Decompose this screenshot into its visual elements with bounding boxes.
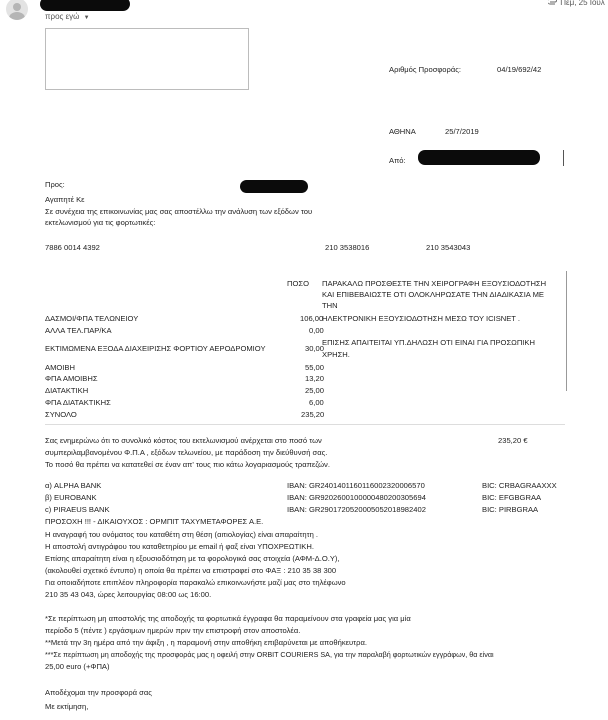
cost-value-other: 0,00 — [309, 326, 324, 335]
paperclip-icon — [548, 0, 558, 6]
cost-label-fee-vat: ΦΠΑ ΑΜΟΙΒΗΣ — [45, 374, 98, 383]
phone-2: 210 3543043 — [426, 243, 471, 252]
footnote-3: **Μετά την 3η ημέρα από την άφιξη , η παραμονή στην αποθήκη επιβαρύνεται με αποθήκευτρα. — [45, 638, 367, 647]
intro-line-1: Σε συνέχεια της επικοινωνίας μας σας αποστέλλω την ανάλυση των εξόδων του — [45, 207, 313, 216]
redacted-recipient — [240, 180, 308, 193]
payment-amount: 235,20 € — [498, 436, 528, 445]
attention-line-1: Η αναγραφή του ονόματος του καταθέτη στη θέση (αιτιολογίας) είναι απαραίτητη . — [45, 530, 319, 539]
table-divider — [45, 424, 565, 425]
cost-value-order-vat: 6,00 — [309, 398, 324, 407]
redacted-from — [418, 150, 540, 165]
offer-date: 25/7/2019 — [445, 127, 479, 136]
accept-offer: Αποδέχομαι την προσφορά σας — [45, 688, 152, 697]
cost-value-fee-vat: 13,20 — [305, 374, 325, 383]
note-1b: ΚΑΙ ΕΠΙΒΕΒΑΙΩΣΤΕ ΟΤΙ ΟΛΟΚΛΗΡΩΣΑΤΕ ΤΗΝ ΔΙΑΔΙΚΑΣΙΑ ΜΕ — [322, 290, 544, 299]
attention-title: ΠΡΟΣΟΧΗ !!! - ΔΙΚΑΙΟΥΧΟΣ : ΟΡΜΠΙΤ ΤΑΧΥΜΕΤΑΦΟΡΕΣ Α.Ε. — [45, 517, 264, 526]
text-cursor — [563, 150, 564, 166]
bank-name-piraeus: c) PIRAEUS BANK — [45, 505, 110, 514]
caret-down-icon[interactable]: ▼ — [83, 15, 90, 21]
note-1c: ΤΗΝ — [322, 301, 338, 310]
cost-label-duties: ΔΑΣΜΟΙ/ΦΠΑ ΤΕΛΩΝΕΙΟΥ — [45, 314, 139, 323]
recipient-label: προς εγώ — [45, 12, 80, 21]
cost-label-fee: ΑΜΟΙΒΗ — [45, 363, 75, 372]
cost-label-handling: ΕΚΤΙΜΩΜΕΝΑ ΕΞΟΔΑ ΔΙΑΧΕΙΡΙΣΗΣ ΦΟΡΤΙΟΥ ΑΕΡΟΔΡΟΜΙΟΥ — [45, 344, 266, 353]
cost-value-total: 235,20 — [301, 410, 325, 419]
attention-line-3: Επίσης απαραίτητη είναι η εξουσιοδότηση με τα φορολογικά σας στοιχεία (ΑΦΜ-Δ.Ο.Υ), — [45, 554, 340, 563]
offer-city: ΑΘΗΝΑ — [389, 127, 416, 136]
greeting: Αγαπητέ Κε — [45, 195, 85, 204]
email-date-text: Πεμ, 25 Ιουλ — [560, 0, 605, 7]
bank-iban-alpha: IBAN: GR2401401160116002320006570 — [287, 481, 425, 490]
offer-number-value: 04/19/692/42 — [497, 65, 542, 74]
recipient-line[interactable] — [45, 12, 90, 21]
offer-number-label: Αριθμός Προσφοράς: — [389, 65, 462, 74]
note-2b: ΧΡΗΣΗ. — [322, 350, 350, 359]
note-2a: ΕΠΙΣΗΣ ΑΠΑΙΤΕΙΤΑΙ ΥΠ.ΔΗΛΩΣΗ ΟΤΙ ΕΙΝΑΙ ΓΙΑ ΠΡΟΣΩΠΙΚΗ — [322, 338, 535, 347]
payment-line-2: συμπεριλαμβανομένου Φ.Π.Α , εξόδων τελωνείου, με παράδοση την διεύθυνσή σας. — [45, 448, 328, 457]
amount-header: ΠΟΣΟ — [287, 279, 309, 288]
attention-line-4: (ακολουθεί σχετικό έντυπο) η οποία θα πρέπει να επιστραφεί στο ΦΑΞ : 210 35 38 300 — [45, 566, 337, 575]
cost-label-other: ΑΛΛΑ ΤΕΛ.ΠΑΡ/ΚΑ — [45, 326, 112, 335]
note-1a: ΠΑΡΑΚΑΛΩ ΠΡΟΣΘΕΣΤΕ ΤΗΝ ΧΕΙΡΟΓΡΑΦΗ ΕΞΟΥΣΙΟΔΟΤΗΣΗ — [322, 279, 547, 288]
attention-line-6: 210 35 43 043, ώρες λειτουργίας 08:00 ως 16:00. — [45, 590, 212, 599]
cost-value-duties: 106,00 — [300, 314, 324, 323]
bank-iban-eurobank: IBAN: GR9202600100000480200305694 — [287, 493, 426, 502]
payment-line-1: Σας ενημερώνω ότι το συνολικό κόστος του εκτελωνισμού ανέρχεται στο ποσό των — [45, 436, 322, 445]
table-border — [566, 271, 567, 391]
bank-iban-piraeus: IBAN: GR2901720520005052018982402 — [287, 505, 426, 514]
to-label: Προς: — [45, 180, 65, 189]
bank-bic-alpha: BIC: CRBAGRAAXXX — [482, 481, 557, 490]
cost-label-order: ΔΙΑΤΑΚΤΙΚΗ — [45, 386, 89, 395]
footnote-5: 25,00 euro (+ΦΠΑ) — [45, 662, 110, 671]
footnote-1: *Σε περίπτωση μη αποστολής της αποδοχής τα φορτωτικά έγγραφα θα παραμείνουν στα γραφεία μας για μία — [45, 614, 411, 623]
regards: Με εκτίμηση, — [45, 702, 89, 711]
avatar — [6, 0, 28, 20]
logo-placeholder — [45, 28, 249, 90]
bank-name-eurobank: β) EUROBANK — [45, 493, 97, 502]
cost-label-total: ΣΥΝΟΛΟ — [45, 410, 77, 419]
attention-line-2: Η αποστολή αντιγράφου του καταθετηρίου με email ή φαξ είναι ΥΠΟΧΡΕΩΤΙΚΗ. — [45, 542, 314, 551]
payment-line-3: Το ποσό θα πρέπει να κατατεθεί σε έναν απ' τους πιο κάτω λογαριασμούς τραπεζών. — [45, 460, 330, 469]
awb-number: 7886 0014 4392 — [45, 243, 100, 252]
cost-value-order: 25,00 — [305, 386, 325, 395]
intro-line-2: εκτελωνισμού για τις φορτωτικές: — [45, 218, 156, 227]
cost-value-handling: 30,00 — [305, 344, 325, 353]
note-1d: ΗΛΕΚΤΡΟΝΙΚΗ ΕΞΟΥΣΙΟΔΟΤΗΣΗ ΜΕΣΩ ΤΟΥ ICISNET . — [322, 314, 521, 323]
bank-bic-piraeus: BIC: PIRBGRAA — [482, 505, 539, 514]
footnote-4: ***Σε περίπτωση μη αποδοχής της προσφοράς μας η οφειλή στην ORBIT COURIERS SA, για την παραλαβή φορτωτικών εγγράφων, θα είναι — [45, 650, 494, 659]
cost-label-order-vat: ΦΠΑ ΔΙΑΤΑΚΤΙΚΗΣ — [45, 398, 111, 407]
cost-value-fee: 55,00 — [305, 363, 325, 372]
bank-name-alpha: α) ALPHA BANK — [45, 481, 102, 490]
footnote-2: περίοδο 5 (πέντε ) εργάσιμων ημερών πριν την επιστροφή στον αποστολέα. — [45, 626, 301, 635]
redacted-sender — [40, 0, 130, 11]
offer-from-label: Από: — [389, 156, 406, 165]
bank-bic-eurobank: BIC: EFGBGRAA — [482, 493, 542, 502]
email-date — [548, 0, 605, 7]
attention-line-5: Για οποιαδήποτε επιπλέον πληροφορία παρακαλώ επικοινωνήστε μαζί μας στο τηλέφωνο — [45, 578, 346, 587]
phone-1: 210 3538016 — [325, 243, 370, 252]
